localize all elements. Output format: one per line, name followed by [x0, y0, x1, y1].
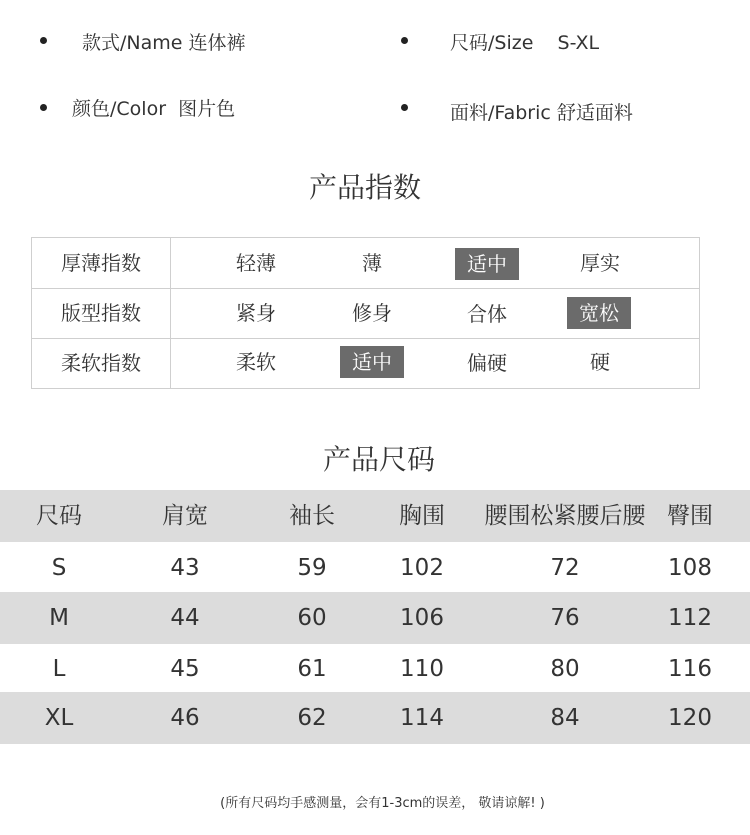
table-row	[0, 542, 750, 594]
table-cell: S	[51, 555, 67, 581]
bullet-icon	[40, 37, 47, 44]
table-cell: 120	[668, 705, 712, 731]
index-row-thickness	[32, 238, 699, 289]
index-option: 轻薄	[236, 251, 276, 275]
header-cell: 胸围	[399, 503, 445, 529]
measurement-note: (所有尺码均手感测量，会有1-3cm的误差， 敬请谅解! )	[220, 796, 545, 811]
size-header-row	[0, 490, 750, 542]
bullet-icon	[401, 104, 408, 111]
table-cell: 108	[668, 555, 712, 581]
header-cell: 臀围	[667, 503, 713, 529]
table-cell: L	[52, 656, 66, 682]
index-option-selected: 宽松	[567, 297, 631, 329]
bullet-icon	[40, 104, 47, 111]
index-option-selected: 适中	[340, 346, 404, 378]
table-cell: XL	[44, 705, 74, 731]
index-option: 硬	[590, 350, 610, 374]
table-cell: 46	[170, 705, 200, 731]
index-option: 合体	[467, 302, 507, 326]
table-cell: 59	[297, 555, 327, 581]
table-cell: 116	[668, 656, 712, 682]
spec-fabric: 面料/Fabric 舒适面料	[450, 102, 633, 124]
index-title: 产品指数	[308, 171, 421, 204]
index-option: 偏硬	[467, 351, 507, 375]
table-cell: 80	[550, 656, 580, 682]
table-cell: 110	[400, 656, 444, 682]
table-cell: 76	[550, 605, 580, 631]
table-row	[0, 692, 750, 744]
table-cell: 72	[550, 555, 580, 581]
index-label: 厚薄指数	[61, 251, 141, 275]
table-row	[0, 592, 750, 644]
index-label: 版型指数	[61, 301, 141, 325]
table-cell: 84	[550, 705, 580, 731]
spec-color: 颜色/Color 图片色	[72, 98, 236, 120]
table-cell: 44	[170, 605, 200, 631]
index-row-fit	[32, 288, 699, 339]
index-label: 柔软指数	[61, 351, 141, 375]
bullet-icon	[401, 37, 408, 44]
index-table	[31, 237, 700, 389]
header-cell: 尺码	[36, 503, 82, 529]
table-row	[0, 643, 750, 695]
table-cell: 62	[297, 705, 327, 731]
index-option-selected: 适中	[455, 248, 519, 280]
index-option: 紧身	[236, 301, 276, 325]
table-cell: 43	[170, 555, 200, 581]
table-cell: 61	[297, 656, 327, 682]
table-cell: 112	[668, 605, 712, 631]
size-title: 产品尺码	[322, 443, 435, 476]
index-option: 薄	[362, 251, 382, 275]
spec-size: 尺码/Size S-XL	[450, 32, 600, 54]
index-option: 柔软	[236, 350, 276, 374]
header-cell: 袖长	[289, 503, 335, 529]
index-option: 修身	[352, 301, 392, 325]
spec-style: 款式/Name 连体裤	[82, 32, 246, 54]
header-cell: 肩宽	[162, 503, 208, 529]
index-row-softness	[32, 338, 699, 388]
table-cell: 102	[400, 555, 444, 581]
header-cell: 腰围松紧腰后腰	[484, 503, 646, 529]
table-cell: 60	[297, 605, 327, 631]
table-cell: 114	[400, 705, 444, 731]
table-cell: M	[49, 605, 69, 631]
table-cell: 45	[170, 656, 200, 682]
index-option: 厚实	[580, 251, 620, 275]
table-cell: 106	[400, 605, 444, 631]
